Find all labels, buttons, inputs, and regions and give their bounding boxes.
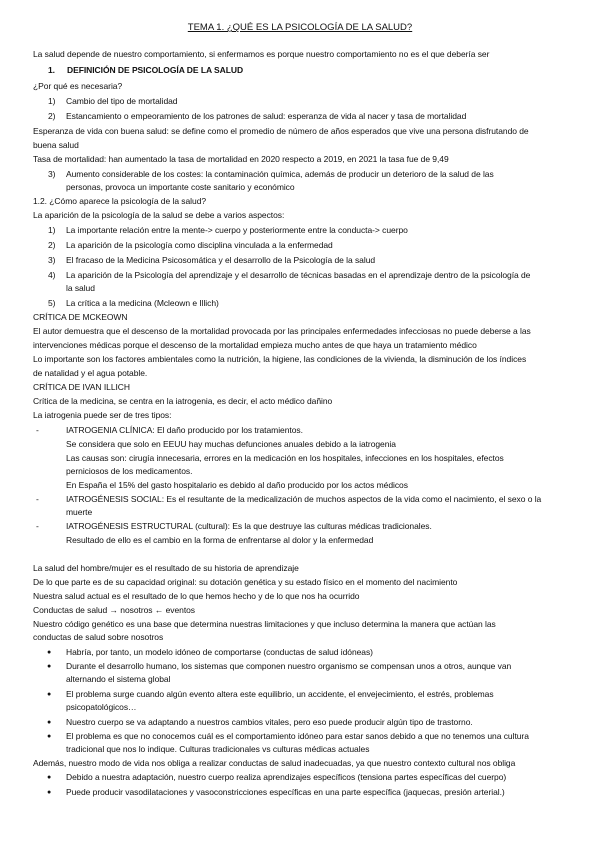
bullet-marker: ● (47, 733, 52, 740)
list-item: El fracaso de la Medicina Psicosomática y el desarrollo de la Psicología de la salud (66, 255, 376, 265)
list-item: La aparición de la psicología como disciplina vinculada a la enfermedad (66, 240, 333, 250)
bullet-item: Nuestro cuerpo se va adaptando a nuestros cambios vitales, pero eso puede producir algún tipo de trastorno. (66, 717, 473, 727)
paragraph-line: En España el 15% del gasto hospitalario es debido al daño producido por los actos médicos (66, 480, 408, 490)
section-1-heading: DEFINICIÓN DE PSICOLOGÍA DE LA SALUD (67, 65, 244, 75)
list-number: 5) (48, 298, 56, 308)
paragraph-line: Se considera que solo en EEUU hay muchas defunciones anuales debido a la iatrogenia (66, 439, 396, 449)
definition: Es el resultante de la medicalización de muchos aspectos de la vida como el nacimiento, el sexo o la (164, 494, 542, 504)
paragraph-line: Lo importante son los factores ambientales como la nutrición, la higiene, las condiciones de la vivienda, la disminución de los índices (33, 354, 527, 364)
paragraph-line: conductas de salud sobre nosotros (33, 632, 164, 642)
paragraph-line: Esperanza de vida con buena salud: se define como el promedio de número de años esperados que vive una persona disfrutando de (33, 126, 529, 136)
list-number: 2) (48, 240, 56, 250)
list-number: 1) (48, 96, 56, 106)
paragraph-line: Nuestra salud actual es el resultado de lo que hemos hecho y de lo que nos ha ocurrido (33, 591, 360, 601)
bullet-item: Puede producir vasodilataciones y vasoconstricciones específicas en una parte específica (jaquecas, presión arterial.) (66, 787, 505, 797)
paragraph-line: El autor demuestra que el descenso de la mortalidad provocada por las principales enfermedades infecciosas no puede deberse a las (33, 326, 531, 336)
bullet-marker: ● (47, 789, 52, 796)
paragraph-line: intervenciones médicas porque el descenso de la mortalidad empieza mucho antes de que haya un tratamiento médico (33, 340, 477, 350)
bullet-item: El problema surge cuando algún evento altera este equilibrio, un accidente, el envejecimiento, el estrés, problemas (66, 689, 494, 699)
definition: (cultural): Es la que destruye las culturas médicas tradicionales. (192, 521, 432, 531)
list-item: Cambio del tipo de mortalidad (66, 96, 178, 106)
paragraph-line: De lo que parte es de su capacidad original: su dotación genética y su estado físico en el momento del nacimiento (33, 577, 458, 587)
bullet-item: Durante el desarrollo humano, los sistemas que componen nuestro organismo se compensan unos a otros, aunque van (66, 661, 512, 671)
paragraph-line: Nuestro código genético es una base que determina nuestras limitaciones y que incluso determina la manera que actúan las (33, 619, 496, 629)
paragraph-line: La iatrogenia puede ser de tres tipos: (33, 410, 172, 420)
term: IATROGÉNESIS ESTRUCTURAL (66, 521, 193, 531)
bullet-marker: ● (47, 719, 52, 726)
bullet-marker: ● (47, 691, 52, 698)
paragraph-line: Además, nuestro modo de vida nos obliga a realizar conductas de salud inadecuadas, ya que nuestro contexto cultural nos obliga (33, 758, 516, 768)
paragraph-line: Conductas de salud → nosotros ← eventos (33, 605, 196, 615)
bullet-item-continuation: tradicional que nos lo indique. Culturas tradicionales vs culturas médicas actuales (66, 744, 370, 754)
paragraph-line: La salud del hombre/mujer es el resultado de su historia de aprendizaje (33, 563, 299, 573)
bullet-marker: ● (47, 649, 52, 656)
dash-marker: - (36, 494, 39, 504)
definition: El daño producido por los tratamientos. (154, 425, 303, 435)
list-item: La aparición de la Psicología del aprendizaje y el desarrollo de técnicas basadas en el aprendizaje dentro de la psicología de (66, 270, 531, 280)
subsection-heading: 1.2. ¿Cómo aparece la psicología de la salud? (33, 196, 207, 206)
term: IATROGENIA CLÍNICA: (66, 425, 155, 435)
bullet-item: Habría, por tanto, un modelo idóneo de comportarse (conductas de salud idóneas) (66, 647, 373, 657)
paragraph-line: perniciosos de los medicamentos. (66, 466, 193, 476)
list-item: Estancamiento o empeoramiento de los patrones de salud: esperanza de vida al nacer y tasa de mortalidad (66, 111, 467, 121)
list-item: La importante relación entre la mente-> cuerpo y posteriormente entre la conducta-> cuerpo (66, 225, 408, 235)
bullet-item-continuation: alternando el sistema global (66, 674, 171, 684)
question-necesaria: ¿Por qué es necesaria? (33, 81, 123, 91)
list-item: La crítica a la medicina (Mcleown e Illich) (66, 298, 219, 308)
paragraph-line: buena salud (33, 140, 79, 150)
bullet-item: Debido a nuestra adaptación, nuestro cuerpo realiza aprendizajes específicos (tensiona partes específicas del cuerpo) (66, 772, 507, 782)
paragraph-line: Resultado de ello es el cambio en la forma de enfrentarse al dolor y la enfermedad (66, 535, 374, 545)
iatrogenesis-estructural (66, 521, 432, 532)
dash-marker: - (36, 521, 39, 531)
bullet-item: El problema es que no conocemos cuál es el comportamiento idóneo para estar sanos debido a que no tenemos una cultura (66, 731, 529, 741)
page-title: TEMA 1. ¿QUÉ ES LA PSICOLOGÍA DE LA SALUD? (187, 22, 413, 33)
iatrogenia-clinica (66, 425, 303, 436)
list-number: 2) (48, 111, 56, 121)
paragraph-line: Las causas son: cirugía innecesaria, errores en la medicación en los hospitales, infecciones en los hospitales, efectos (66, 453, 504, 463)
dash-marker: - (36, 425, 39, 435)
list-item: Aumento considerable de los costes: la contaminación química, además de producir un deterioro de la salud de las (66, 169, 494, 179)
paragraph-line: muerte (66, 507, 93, 517)
intro-text: La salud depende de nuestro comportamiento, si enfermamos es porque nuestro comportamiento no es el que debería ser (33, 49, 490, 59)
list-item-continuation: la salud (66, 283, 95, 293)
term: IATROGÉNESIS SOCIAL: (66, 494, 165, 504)
illich-heading: CRÍTICA DE IVAN ILLICH (33, 382, 130, 392)
bullet-marker: ● (47, 774, 52, 781)
iatrogenesis-social (66, 494, 541, 505)
paragraph-line: Tasa de mortalidad: han aumentado la tasa de mortalidad en 2020 respecto a 2019, en 2021 la tasa fue de 9,49 (33, 154, 449, 164)
list-item-continuation: personas, provoca un importante coste sanitario y económico (66, 182, 295, 192)
paragraph-line: Crítica de la medicina, se centra en la iatrogenia, es decir, el acto médico dañino (33, 396, 333, 406)
list-number: 3) (48, 255, 56, 265)
list-number: 3) (48, 169, 56, 179)
list-number: 1) (48, 225, 56, 235)
paragraph-line: de natalidad y el agua potable. (33, 368, 148, 378)
bullet-marker: ● (47, 663, 52, 670)
mckeown-heading: CRÍTICA DE MCKEOWN (33, 312, 128, 322)
list-number: 4) (48, 270, 56, 280)
paragraph-line: La aparición de la psicología de la salud se debe a varios aspectos: (33, 210, 285, 220)
section-1-number: 1. (48, 65, 55, 75)
bullet-item-continuation: psicopatológicos… (66, 702, 137, 712)
